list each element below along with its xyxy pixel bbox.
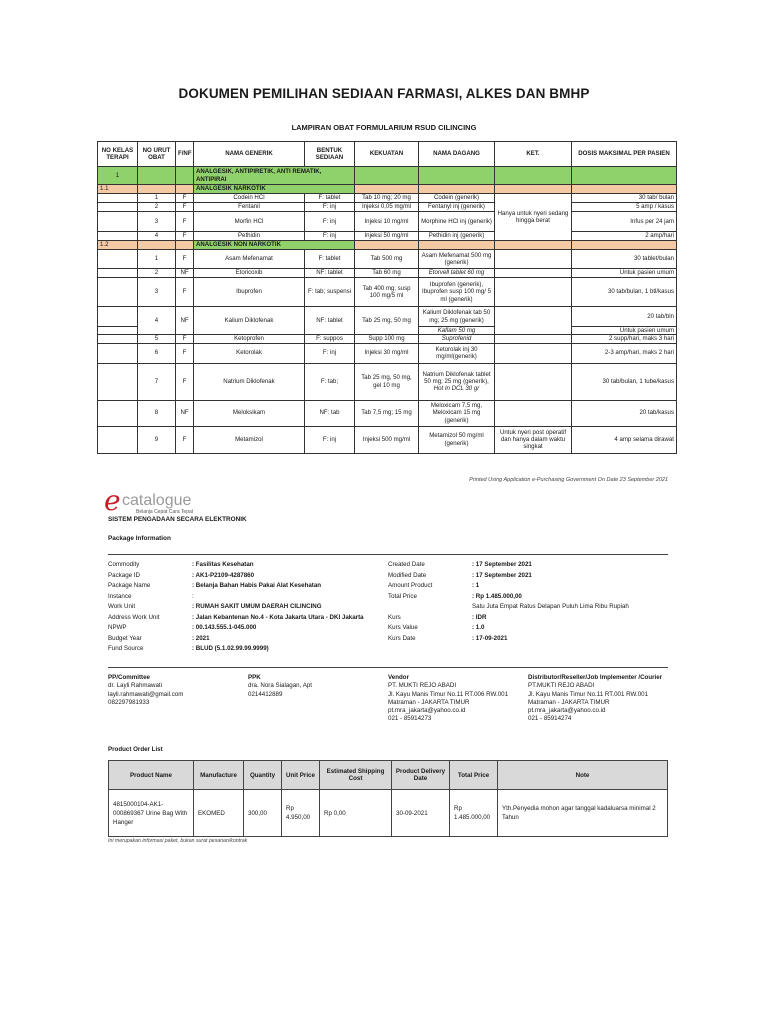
drug-fnf: F	[176, 278, 194, 307]
package-info-title: Package Information	[108, 535, 171, 542]
logo-tagline: Belanja Cepat Cara Tepat	[136, 509, 194, 515]
party-line: 082297981933	[108, 698, 150, 706]
drug-strength: Injeksi 500 mg/ml	[355, 426, 419, 453]
drug-fnf: F	[176, 203, 194, 212]
drug-trade-italic: Suprofenid	[441, 335, 472, 343]
formulary-table	[97, 141, 677, 454]
party-vendor	[388, 674, 508, 724]
subgroup-row	[98, 185, 677, 194]
drug-generic: Metamizol	[194, 426, 305, 453]
drug-trade: Pethidin inj (generik)	[419, 232, 495, 241]
drug-generic: Ketoprofen	[194, 335, 305, 343]
drug-fnf: F	[176, 335, 194, 343]
field-value: : Jalan Kebantenan No.4 - Kota Jakarta Utara - DKI Jakarta	[192, 613, 364, 621]
drug-strength: Tab 7,5 mg; 15 mg	[355, 400, 419, 426]
table-row	[98, 212, 677, 232]
document-subtitle: LAMPIRAN OBAT FORMULARIUM RSUD CILINCING	[291, 123, 477, 132]
field-value: : Rp 1.485.000,00	[472, 592, 522, 600]
header-cell: KEKUATAN	[355, 142, 419, 167]
order-header-cell: Quantity	[244, 761, 282, 790]
group-number: 1	[98, 167, 138, 185]
drug-dose: Untuk pasien umum	[572, 327, 677, 335]
drug-strength: Injeksi 30 mg/ml	[355, 343, 419, 363]
subgroup-row	[98, 241, 677, 250]
drug-generic: Fentanil	[194, 203, 305, 212]
drug-dose: 5 amp / kasus	[572, 203, 677, 212]
drug-number: 9	[138, 426, 176, 453]
order-header-cell: Product Delivery Date	[392, 761, 450, 790]
drug-form: F: inj	[305, 203, 355, 212]
formulary-header-row	[98, 142, 677, 167]
field-value: : 17-09-2021	[472, 634, 508, 642]
field-value: Satu Juta Empat Ratus Delapan Puluh Lima Ribu Rupiah	[472, 603, 629, 610]
drug-dose: 4 amp selama dirawat	[572, 426, 677, 453]
drug-fnf: NF	[176, 269, 194, 278]
party-line: 021 - 85914274	[528, 715, 572, 723]
drug-form: F: inj	[305, 343, 355, 363]
drug-dose: Untuk pasien umum	[572, 269, 677, 278]
drug-generic: Etoricoxib	[194, 269, 305, 278]
drug-trade: Ibuprofen (generik), Ibuprofen susp 100 mg/ 5 ml (generik)	[419, 278, 495, 307]
order-header-cell: Manufacture	[194, 761, 244, 790]
party-line: PT.MUKTI REJO ABADI	[528, 682, 595, 690]
drug-form: F: tablet	[305, 194, 355, 203]
field-label: Modified Date	[388, 571, 427, 579]
divider	[108, 554, 668, 555]
header-cell: NAMA DAGANG	[419, 142, 495, 167]
field-label: Commodity	[108, 561, 140, 568]
order-header-cell: Note	[498, 761, 668, 790]
field-label: NPWP	[108, 624, 127, 631]
order-delivery-date: 30-09-2021	[392, 790, 450, 837]
drug-trade: Ketorolak inj 30 mg/ml(generik)	[419, 343, 495, 363]
drug-trade: Asam Mefenamat 500 mg (generik)	[419, 250, 495, 269]
table-row	[98, 400, 677, 426]
party-line: layli.rahmawati@gmail.com	[108, 690, 184, 698]
field-label: Budget Year	[108, 634, 142, 642]
drug-form: F: tab;	[305, 363, 355, 400]
drug-form: F: suppos	[305, 335, 355, 343]
drug-strength: Injeksi 0,05 mg/ml	[355, 203, 419, 212]
drug-number: 4	[138, 307, 176, 335]
order-header-row	[109, 761, 668, 790]
drug-fnf: NF	[176, 400, 194, 426]
field-value: : Fasilitas Kesehatan	[192, 561, 254, 568]
party-heading: PP/Committee	[108, 674, 150, 681]
field-label: Fund Source	[108, 645, 144, 652]
field-value: : 00.143.555.1-045.000	[192, 624, 257, 631]
drug-trade: Kalium Diklofenak tab 50 mg; 25 mg (generik)	[419, 307, 495, 327]
drug-dose: 2-3 amp/hari, maks 2 hari	[572, 343, 677, 363]
table-row	[98, 335, 677, 343]
field-value: :	[192, 592, 194, 600]
drug-trade-italic: Kaflam 50 mg	[437, 327, 476, 334]
drug-number: 4	[138, 232, 176, 241]
order-total: Rp 1.485.000,00	[450, 790, 498, 837]
drug-number: 7	[138, 363, 176, 400]
order-list-title: Product Order List	[108, 746, 163, 753]
header-cell: DOSIS MAKSIMAL PER PASIEN	[572, 142, 677, 167]
party-line: PT. MUKTI REJO ABADI	[388, 682, 457, 690]
field-value: : BLUD (5.1.02.99.99.9999)	[192, 645, 269, 652]
table-row	[98, 269, 677, 278]
field-label: Created Date	[388, 561, 425, 568]
order-table	[108, 760, 668, 837]
order-header-cell: Product Name	[109, 761, 194, 790]
drug-fnf: F	[176, 343, 194, 363]
drug-fnf: F	[176, 363, 194, 400]
party-heading: Distributor/Reseller/Job Implementer /Courier	[528, 674, 663, 681]
order-header-cell: Unit Price	[282, 761, 320, 790]
field-label: Package ID	[108, 571, 140, 579]
drug-fnf: NF	[176, 307, 194, 335]
drug-trade-italic: Hot In DCL 30 gr	[433, 385, 480, 393]
drug-form: NF: tablet	[305, 269, 355, 278]
printed-note: Printed Using Application e-Purchasing Government On Date 23 September 2021	[469, 477, 668, 483]
divider	[108, 667, 668, 668]
drug-number: 1	[138, 250, 176, 269]
drug-generic: Asam Mefenamat	[194, 250, 305, 269]
drug-fnf: F	[176, 212, 194, 232]
drug-form: NF: tablet	[305, 307, 355, 335]
table-row	[98, 343, 677, 363]
drug-fnf: F	[176, 232, 194, 241]
drug-trade: Codein (generik)	[419, 194, 495, 203]
group-name: ANALGESIK NARKOTIK	[194, 185, 355, 194]
header-cell: F/NF	[176, 142, 194, 167]
field-value: : 17 September 2021	[472, 571, 532, 579]
order-product: 4815000104-AK1-000869367 Urine Bag With Hanger	[109, 790, 194, 837]
field-label: Kurs	[388, 613, 401, 621]
drug-number: 6	[138, 343, 176, 363]
footnote: Ini merupakan informasi paket, bukan surat pesanan/kontrak	[108, 838, 248, 844]
table-row	[98, 278, 677, 307]
drug-number: 1	[138, 194, 176, 203]
order-quantity: 300,00	[244, 790, 282, 837]
drug-form: NF: tab	[305, 400, 355, 426]
document-title: DOKUMEN PEMILIHAN SEDIAAN FARMASI, ALKES DAN BMHP	[178, 86, 590, 101]
order-header-cell: Total Price	[450, 761, 498, 790]
drug-dose: 30 tab/bulan, 1 btl/kasus	[572, 278, 677, 307]
drug-generic: Meloksikam	[194, 400, 305, 426]
drug-dose: 2 amp/hari	[572, 232, 677, 241]
party-line: Jl. Kayu Manis Timur No.11 RT.006 RW.001	[388, 690, 509, 698]
order-unit-price: Rp 4.950,00	[282, 790, 320, 837]
order-manufacture: EKOMED	[194, 790, 244, 837]
drug-trade	[419, 269, 495, 278]
party-ppk	[248, 674, 312, 699]
party-line: dra. Nora Sialagan, Apt	[248, 682, 312, 690]
drug-dose: 30 tab/ bulan	[572, 194, 677, 203]
party-committee	[108, 674, 183, 707]
drug-strength: Tab 60 mg	[355, 269, 419, 278]
drug-generic: Morfin HCl	[194, 212, 305, 232]
drug-number: 3	[138, 212, 176, 232]
drug-note: Untuk nyeri post operatif dan hanya dalam waktu singkat	[495, 426, 572, 453]
field-label: Total Price	[388, 592, 417, 600]
drug-number: 8	[138, 400, 176, 426]
ecatalogue-logo	[104, 484, 194, 517]
header-cell: NO KELAS TERAPI	[98, 142, 138, 167]
drug-fnf: F	[176, 250, 194, 269]
party-line: pt.mra_jakarta@yahoo.co.id	[528, 707, 606, 715]
drug-trade	[419, 327, 495, 335]
drug-strength: Tab 10 mg; 20 mg	[355, 194, 419, 203]
table-row	[98, 250, 677, 269]
drug-dose: 2 supp/hari, maks 3 hari	[572, 335, 677, 343]
party-line: Jl. Kayu Manis Timur No.11 RT.001 RW.001	[528, 690, 649, 698]
drug-strength: Injeksi 10 mg/ml	[355, 212, 419, 232]
header-cell: NO URUT OBAT	[138, 142, 176, 167]
field-value: : IDR	[472, 613, 487, 621]
drug-note: Hanya untuk nyeri sedang hingga berat	[495, 194, 572, 241]
drug-strength: Tab 400 mg; susp 100 mg/5 ml	[355, 278, 419, 307]
party-heading: Vendor	[388, 674, 409, 681]
logo-e-letter: e	[104, 484, 121, 517]
system-name: SISTEM PENGADAAN SECARA ELEKTRONIK	[108, 516, 247, 523]
group-name: ANALGESIK, ANTIPIRETIK, ANTI REMATIK, ANTIPIRAI	[194, 167, 355, 185]
drug-dose: 30 tablet/bulan	[572, 250, 677, 269]
drug-generic: Kalium Diklofenak	[194, 307, 305, 335]
table-row	[98, 194, 677, 203]
party-line: 021 - 85914273	[388, 715, 432, 723]
party-distributor	[528, 674, 668, 724]
order-row	[109, 790, 668, 837]
drug-strength: Supp 100 mg	[355, 335, 419, 343]
drug-generic: Natrium Diklofenak	[194, 363, 305, 400]
field-label: Package Name	[108, 582, 151, 589]
drug-trade-text: Natrium Diklofenak tablet 50 mg; 25 mg (generik),	[422, 370, 491, 385]
drug-generic: Pethidin	[194, 232, 305, 241]
drug-generic: Codein HCl	[194, 194, 305, 203]
drug-form: F: inj	[305, 232, 355, 241]
table-row	[98, 363, 677, 400]
table-row	[98, 307, 677, 327]
drug-generic: Ibuprofen	[194, 278, 305, 307]
drug-trade: Meloxicam 7,5 mg, Meloxicam 15 mg (generik)	[419, 400, 495, 426]
order-header-cell: Estimated Shipping Cost	[320, 761, 392, 790]
drug-trade: Fentanyl inj (generik)	[419, 203, 495, 212]
field-value: : RUMAH SAKIT UMUM DAERAH CILINCING	[192, 603, 322, 610]
party-line: dr. Layli Rahmawati	[108, 682, 162, 690]
group-number: 1.2	[98, 241, 138, 250]
drug-number: 2	[138, 203, 176, 212]
drug-trade: Morphine HCl inj (generik)	[419, 212, 495, 232]
field-label: Kurs Value	[388, 624, 418, 631]
drug-trade	[419, 335, 495, 343]
order-shipping: Rp 0,00	[320, 790, 392, 837]
field-label: Work Unit	[108, 603, 136, 610]
drug-fnf: F	[176, 194, 194, 203]
drug-form: F: inj	[305, 426, 355, 453]
drug-trade	[419, 363, 495, 400]
drug-form: F: tablet	[305, 250, 355, 269]
table-row	[98, 426, 677, 453]
drug-number: 5	[138, 335, 176, 343]
field-label: Amount Product	[388, 582, 433, 589]
drug-form: F: tab; suspensi	[305, 278, 355, 307]
group-row	[98, 167, 677, 185]
header-cell: BENTUK SEDIAAN	[305, 142, 355, 167]
header-cell: KET.	[495, 142, 572, 167]
field-value: : 2021	[192, 634, 210, 642]
drug-dose: 20 tab/kasus	[572, 400, 677, 426]
drug-number: 2	[138, 269, 176, 278]
drug-trade-italic: Etorvell tablet 60 mg	[428, 269, 485, 277]
table-row	[98, 232, 677, 241]
drug-dose: 20 tab/bln	[572, 307, 677, 327]
drug-strength: Injeksi 50 mg/ml	[355, 232, 419, 241]
field-label: Address Work Unit	[108, 613, 160, 621]
drug-dose: Infus per 24 jam	[572, 212, 677, 232]
party-line: Matraman - JAKARTA TIMUR	[388, 698, 470, 706]
party-line: 0214412889	[248, 690, 283, 698]
drug-strength: Tab 25 mg, 50 mg	[355, 307, 419, 335]
field-value: : AK1-P2109-4287860	[192, 571, 255, 579]
drug-fnf: F	[176, 426, 194, 453]
field-value: : 17 September 2021	[472, 561, 532, 568]
drug-form: F: inj	[305, 212, 355, 232]
drug-generic: Ketorolak	[194, 343, 305, 363]
drug-number: 3	[138, 278, 176, 307]
field-value: : Belanja Bahan Habis Pakai Alat Kesehatan	[192, 582, 322, 589]
logo-wordmark: catalogue	[122, 492, 192, 509]
field-label: Kurs Date	[388, 634, 416, 642]
order-note: Yth.Penyedia mohon agar tanggal kadaluarsa minimal 2 Tahun	[498, 790, 668, 837]
group-name: ANALGESIK NON NARKOTIK	[194, 241, 355, 250]
field-value: : 1.0	[472, 624, 485, 631]
party-line: Matraman - JAKARTA TIMUR	[528, 698, 610, 706]
drug-dose: 30 tab/bulan, 1 tube/kasus	[572, 363, 677, 400]
party-line: pt.mra_jakarta@yahoo.co.id	[388, 707, 466, 715]
drug-trade: Metamizol 50 mg/ml (generik)	[419, 426, 495, 453]
group-number: 1.1	[98, 185, 138, 194]
drug-strength: Tab 25 mg, 50 mg, gel 10 mg	[355, 363, 419, 400]
party-heading: PPK	[248, 674, 261, 681]
table-row	[98, 203, 677, 212]
drug-strength: Tab 500 mg	[355, 250, 419, 269]
field-value: : 1	[472, 582, 480, 589]
field-label: Instance	[108, 592, 132, 600]
header-cell: NAMA GENERIK	[194, 142, 305, 167]
